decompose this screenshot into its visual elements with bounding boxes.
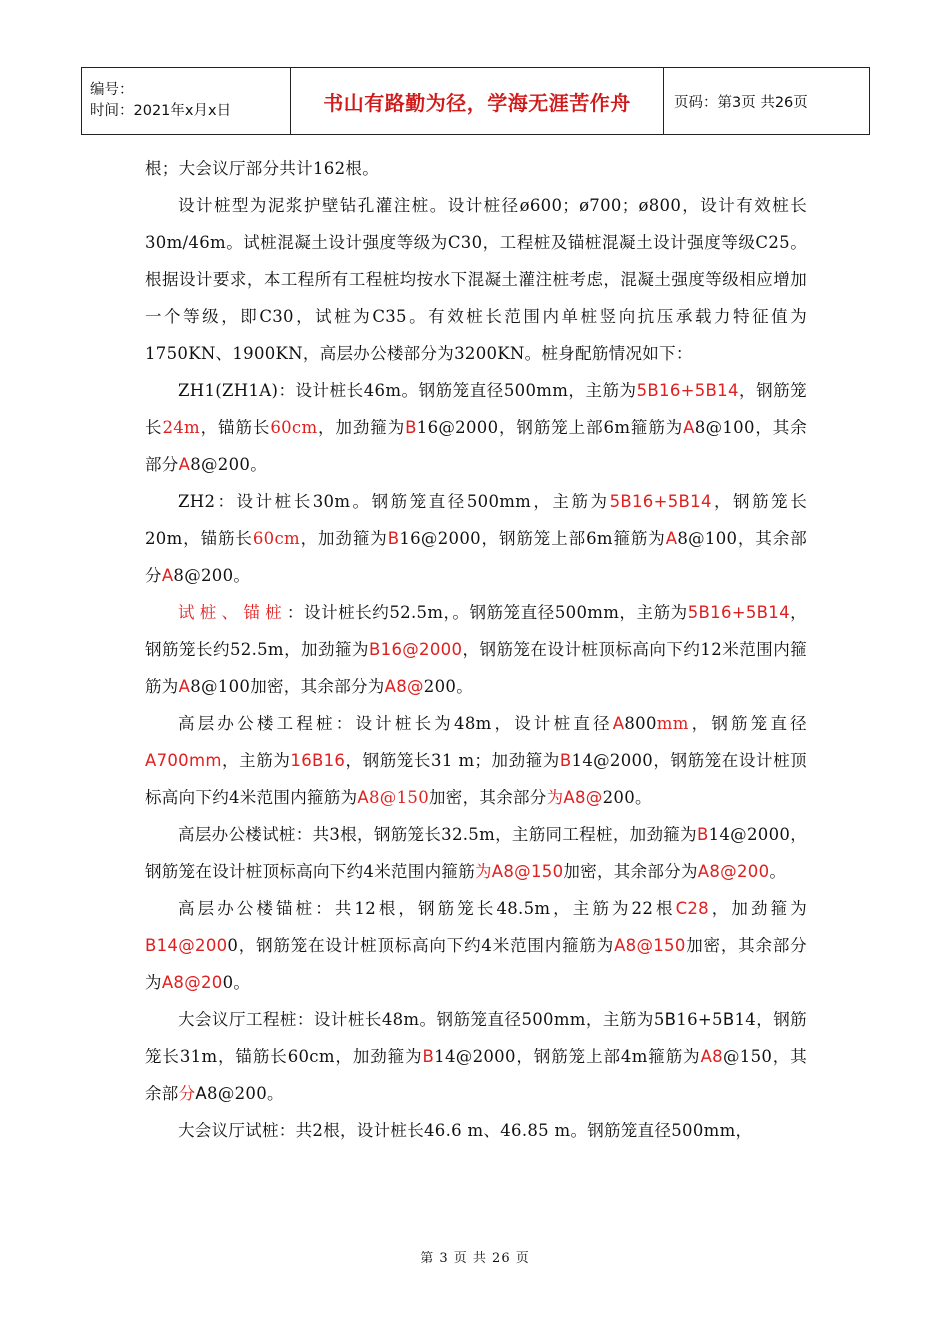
text-segment: ：设计桩长约52.5m，。钢筋笼直径500mm，主筋为 xyxy=(286,603,688,622)
text-segment: 大会议厅工程桩：设计桩长48m。钢筋笼直径500mm，主筋为5 xyxy=(178,1010,665,1029)
highlight-segment: A xyxy=(178,455,191,474)
paragraph-pile-design xyxy=(145,187,807,372)
highlight-segment: A8@ xyxy=(384,677,424,696)
text-segment: 16+5 xyxy=(676,1010,723,1029)
text-segment: ，加劲箍为 xyxy=(299,529,388,548)
highlight-segment: 5B16+5B14 xyxy=(636,381,739,400)
paragraph-hall-test-pile xyxy=(145,1112,807,1149)
text-segment: ，钢筋笼长20m，锚筋长 xyxy=(145,492,807,548)
text-segment: ZH2：设计桩长30m。钢筋笼直径500mm，主筋为 xyxy=(178,492,610,511)
text-segment: ，锚筋长 xyxy=(199,418,271,437)
highlight-segment: B xyxy=(387,529,400,548)
highlight-segment: 为A8@150 xyxy=(475,862,564,881)
paragraph-office-working-pile xyxy=(145,705,807,816)
document-body xyxy=(145,150,807,1149)
highlight-segment: A8@150 xyxy=(614,936,686,955)
header-page-info: 页码：第3页 共26页 xyxy=(664,68,870,135)
text-segment: 14@2000，钢筋笼在设计桩顶标高向下约4米范围内箍筋为 xyxy=(145,751,807,807)
text-segment: 。 xyxy=(769,862,787,881)
paragraph-office-test-pile xyxy=(145,816,807,890)
highlight-segment: 16B16 xyxy=(290,751,346,770)
text-segment: ，钢筋笼长约52.5m，加劲箍为 xyxy=(145,603,807,659)
highlight-segment: A8@200 xyxy=(697,862,770,881)
highlight-segment: B16@2000 xyxy=(369,640,463,659)
text-segment: 200。 xyxy=(423,677,473,696)
paragraph-zh1 xyxy=(145,372,807,483)
text-segment: 8@100加密，其余部分为 xyxy=(190,677,385,696)
paragraph-office-anchor-pile xyxy=(145,890,807,1001)
highlight-segment: B xyxy=(696,825,709,844)
header-number-label: 编号： xyxy=(90,82,134,98)
header-motto: 书山有路勤为径，学海无涯苦作舟 xyxy=(291,68,664,135)
highlight-segment: 8@150 xyxy=(369,788,429,807)
text-segment: ，加劲箍为 xyxy=(708,899,808,918)
text-segment: B xyxy=(664,1010,677,1029)
text-segment: B xyxy=(722,1010,735,1029)
text-segment: 设计桩型为泥浆护壁钻孔灌注桩。设计桩径ø600；ø700；ø800，设计有效桩长30m/46m。试桩混凝土设计强度等级为C30，工程桩及锚桩混凝土设计强度等级C25。根据设计要求，本工程所有工程桩均按水下混凝土灌注桩考虑，混凝土强度等级相应增加一个等级，即C30，试桩为C35。有效桩长范围内单桩竖向抗压承载力特征值为1750KN、1900KN，高层办公楼部分为3200KN。桩身配筋情况如下： xyxy=(145,196,807,363)
paragraph-test-anchor-piles xyxy=(145,594,807,705)
highlight-segment: A700mm xyxy=(145,751,222,770)
text-segment: 16@2000，钢筋笼上部6m箍筋为 xyxy=(399,529,666,548)
highlight-segment: A8 xyxy=(700,1047,723,1066)
text-segment: 大会议厅试桩：共2根，设计桩长46.6 m、46.85 m。钢筋笼直径500mm， xyxy=(178,1121,753,1140)
paragraph-intro-tail xyxy=(145,150,807,187)
text-segment: 8@200。 xyxy=(207,1084,284,1103)
text-segment: 加密，其余部分 xyxy=(429,788,547,807)
highlight-segment: C28 xyxy=(675,899,709,918)
header-info-cell xyxy=(82,68,291,135)
text-segment: 14@2000，钢筋笼在设计桩顶标高向下约4米范围内箍筋 xyxy=(145,825,807,881)
text-segment: 0，钢筋笼在设计桩顶标高向下约4米范围内箍筋为 xyxy=(227,936,615,955)
text-segment: ，钢筋笼在设计桩顶标高向下约12米范围内箍筋为 xyxy=(145,640,807,696)
highlight-segment: A xyxy=(357,788,369,807)
paragraph-hall-working-pile xyxy=(145,1001,807,1112)
text-segment: 800 xyxy=(624,714,657,733)
text-segment: 8@200。 xyxy=(190,455,267,474)
text-segment: ZH1(ZH1A)：设计桩长46m。钢筋笼直径500mm，主筋为 xyxy=(178,381,637,400)
text-segment: 200。 xyxy=(602,788,652,807)
text-segment: 8@100，其余部分 xyxy=(145,529,807,585)
highlight-segment: B xyxy=(422,1047,435,1066)
text-segment: 高层办公楼工程桩：设计桩长为48m，设计桩直径 xyxy=(178,714,613,733)
text-segment: ，加劲箍为 xyxy=(317,418,406,437)
text-segment: 14，钢筋笼长31m，锚筋长60cm，加劲箍为 xyxy=(145,1010,807,1066)
text-segment: 高层办公楼锚桩：共12根，钢筋笼长48.5m，主筋为22根 xyxy=(178,899,676,918)
highlight-segment: A xyxy=(178,677,191,696)
text-segment: 加密，其余部分为 xyxy=(563,862,698,881)
text-segment: 根；大会议厅部分共计162根。 xyxy=(145,159,379,178)
highlight-segment: B xyxy=(559,751,572,770)
highlight-segment: B xyxy=(405,418,417,437)
paragraph-zh2 xyxy=(145,483,807,594)
highlight-segment: 试桩、锚桩 xyxy=(178,603,287,622)
highlight-segment: 5B16+5B14 xyxy=(609,492,712,511)
page-header-table xyxy=(81,67,870,135)
highlight-segment: A xyxy=(161,566,174,585)
highlight-segment: 24m xyxy=(162,418,200,437)
highlight-segment: A xyxy=(665,529,678,548)
text-segment: 16@2000，钢筋笼上部6m箍筋为 xyxy=(416,418,684,437)
header-date: 时间：2021年x月x日 xyxy=(90,103,232,119)
text-segment: 高层办公楼试桩：共3根，钢筋笼长32.5m，主筋同工程桩，加劲箍为 xyxy=(178,825,697,844)
highlight-segment: A8@20 xyxy=(161,973,223,992)
highlight-segment: mm xyxy=(656,714,689,733)
highlight-segment: 为A8@ xyxy=(546,788,603,807)
highlight-segment: A xyxy=(612,714,625,733)
text-segment: A xyxy=(195,1084,208,1103)
highlight-segment: 60cm xyxy=(252,529,300,548)
page-footer: 第 3 页 共 26 页 xyxy=(420,1251,530,1266)
highlight-segment: 分 xyxy=(178,1084,196,1103)
highlight-segment: B14@200 xyxy=(145,936,228,955)
text-segment: ，钢筋笼直径 xyxy=(688,714,807,733)
highlight-segment: 5B16+5B14 xyxy=(687,603,790,622)
text-segment: ，钢筋笼长31 m；加劲箍为 xyxy=(345,751,560,770)
text-segment: 8@200。 xyxy=(173,566,251,585)
text-segment: 0。 xyxy=(222,973,251,992)
text-segment: 8@100，其余部分 xyxy=(145,418,808,474)
text-segment: ，主筋为 xyxy=(221,751,291,770)
text-segment: ，钢筋笼长 xyxy=(145,381,807,437)
text-segment: 14@2000，钢筋笼上部4m箍筋为 xyxy=(434,1047,701,1066)
highlight-segment: 60cm xyxy=(270,418,318,437)
text-segment: 加密，其余部分为 xyxy=(145,936,807,992)
text-segment: @150，其余部 xyxy=(145,1047,808,1103)
highlight-segment: A xyxy=(683,418,695,437)
